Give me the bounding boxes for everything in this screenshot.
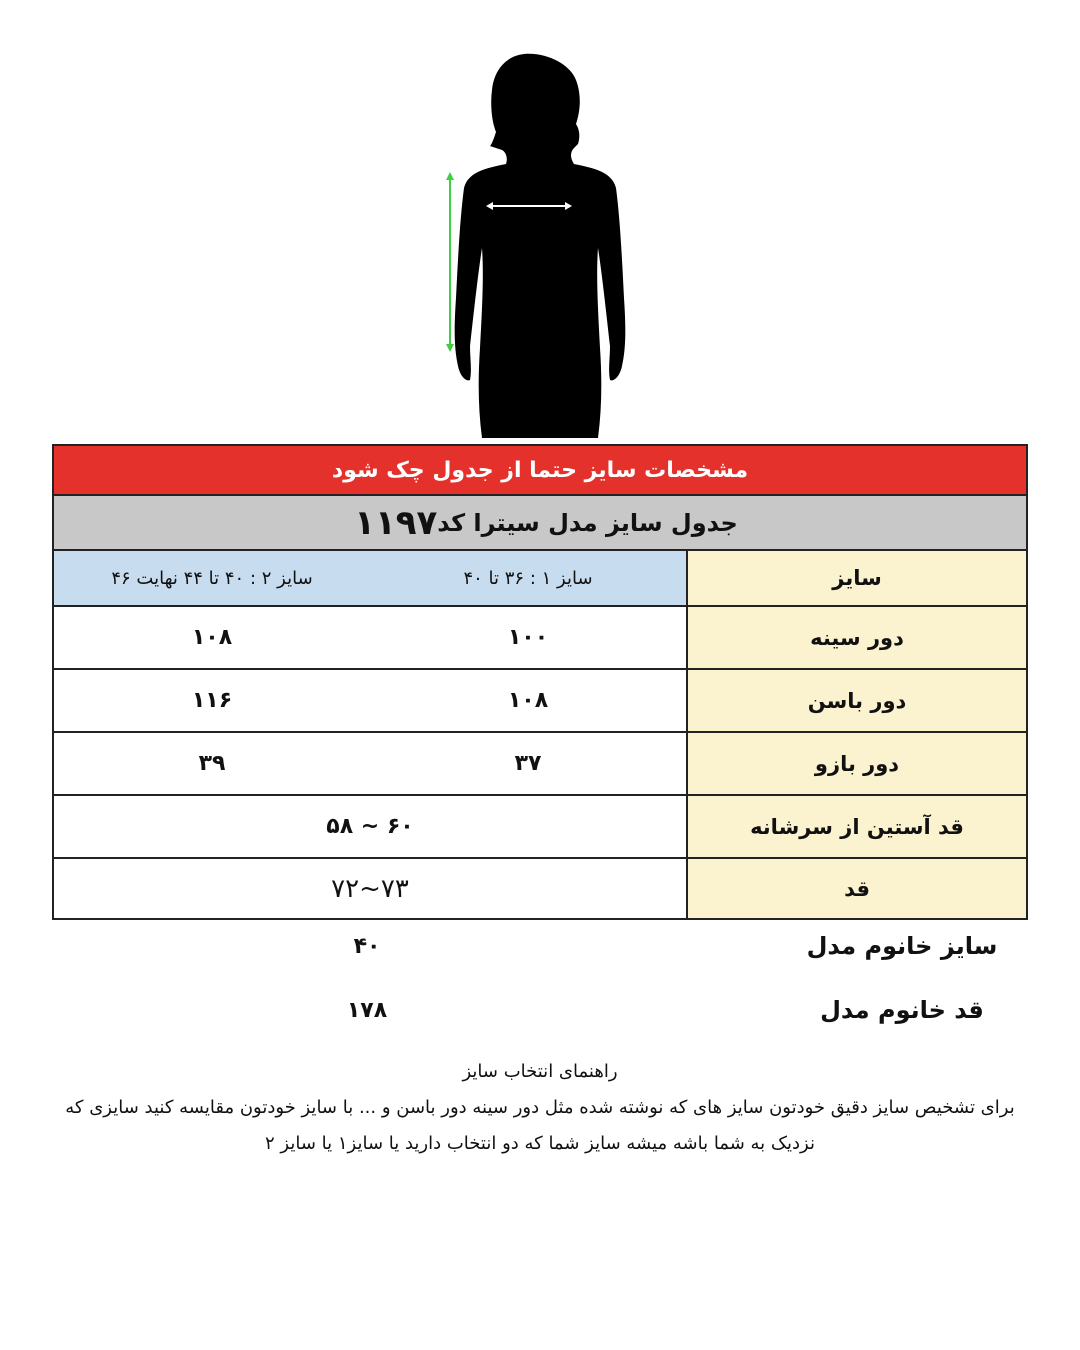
row-hip-size2: ۱۱۶ [191,688,233,713]
table-row [54,733,1026,796]
table-banner [54,446,1026,496]
silhouette-shape [455,54,626,438]
model-code: ۱۱۹۷ [354,502,438,543]
model-height-row [52,996,1028,1056]
guide-line-1: برای تشخیص سایز دقیق خودتون سایز های که نوشته شده مثل دور سینه دور باسن و ... با سایز خودتون مقایسه کنید سایزی که [65,1097,1015,1118]
model-size-label: سایز خانوم مدل [806,932,998,960]
table-row [54,859,1026,918]
row-chest-size1: ۱۰۰ [507,625,549,650]
size-table [52,444,1028,920]
body-silhouette [420,48,640,438]
header-size2: سایز ۲ : ۴۰ تا ۴۴ نهایت ۴۶ [54,551,370,605]
length-arrow-bottom-head [446,344,454,352]
model-height-label: قد خانوم مدل [820,996,984,1024]
row-chest-label: دور سینه [686,607,1026,668]
row-sleeve-label: قد آستین از سرشانه [686,796,1026,857]
row-hip-label: دور باسن [686,670,1026,731]
title-text: جدول سایز مدل سیترا کد [437,508,738,537]
row-length-value: ۷۲~۷۳ [331,873,409,904]
row-length-label: قد [686,859,1026,918]
row-hip-size1: ۱۰۸ [507,688,549,713]
model-height-value: ۱۷۸ [346,998,388,1023]
guide-title: راهنمای انتخاب سایز [462,1061,618,1082]
table-header-row [54,551,1026,607]
size-guide [40,1054,1040,1162]
guide-line-2: نزدیک به شما باشه میشه سایز شما که دو انتخاب دارید یا سایز۱ یا سایز ۲ [265,1133,815,1154]
model-size-value: ۴۰ [353,934,381,959]
table-row [54,607,1026,670]
row-sleeve-value: ۵۸ ~ ۶۰ [326,814,414,839]
header-size1: سایز ۱ : ۳۶ تا ۴۰ [370,551,686,605]
row-chest-size2: ۱۰۸ [191,625,233,650]
header-label: سایز [686,551,1026,605]
table-row [54,796,1026,859]
model-size-row [52,932,1028,992]
row-arm-size2: ۳۹ [198,751,226,776]
row-arm-label: دور بازو [686,733,1026,794]
table-title [54,496,1026,551]
banner-text: مشخصات سایز حتما از جدول چک شود [331,457,749,483]
table-row [54,670,1026,733]
row-arm-size1: ۳۷ [514,751,542,776]
length-arrow-top-head [446,172,454,180]
